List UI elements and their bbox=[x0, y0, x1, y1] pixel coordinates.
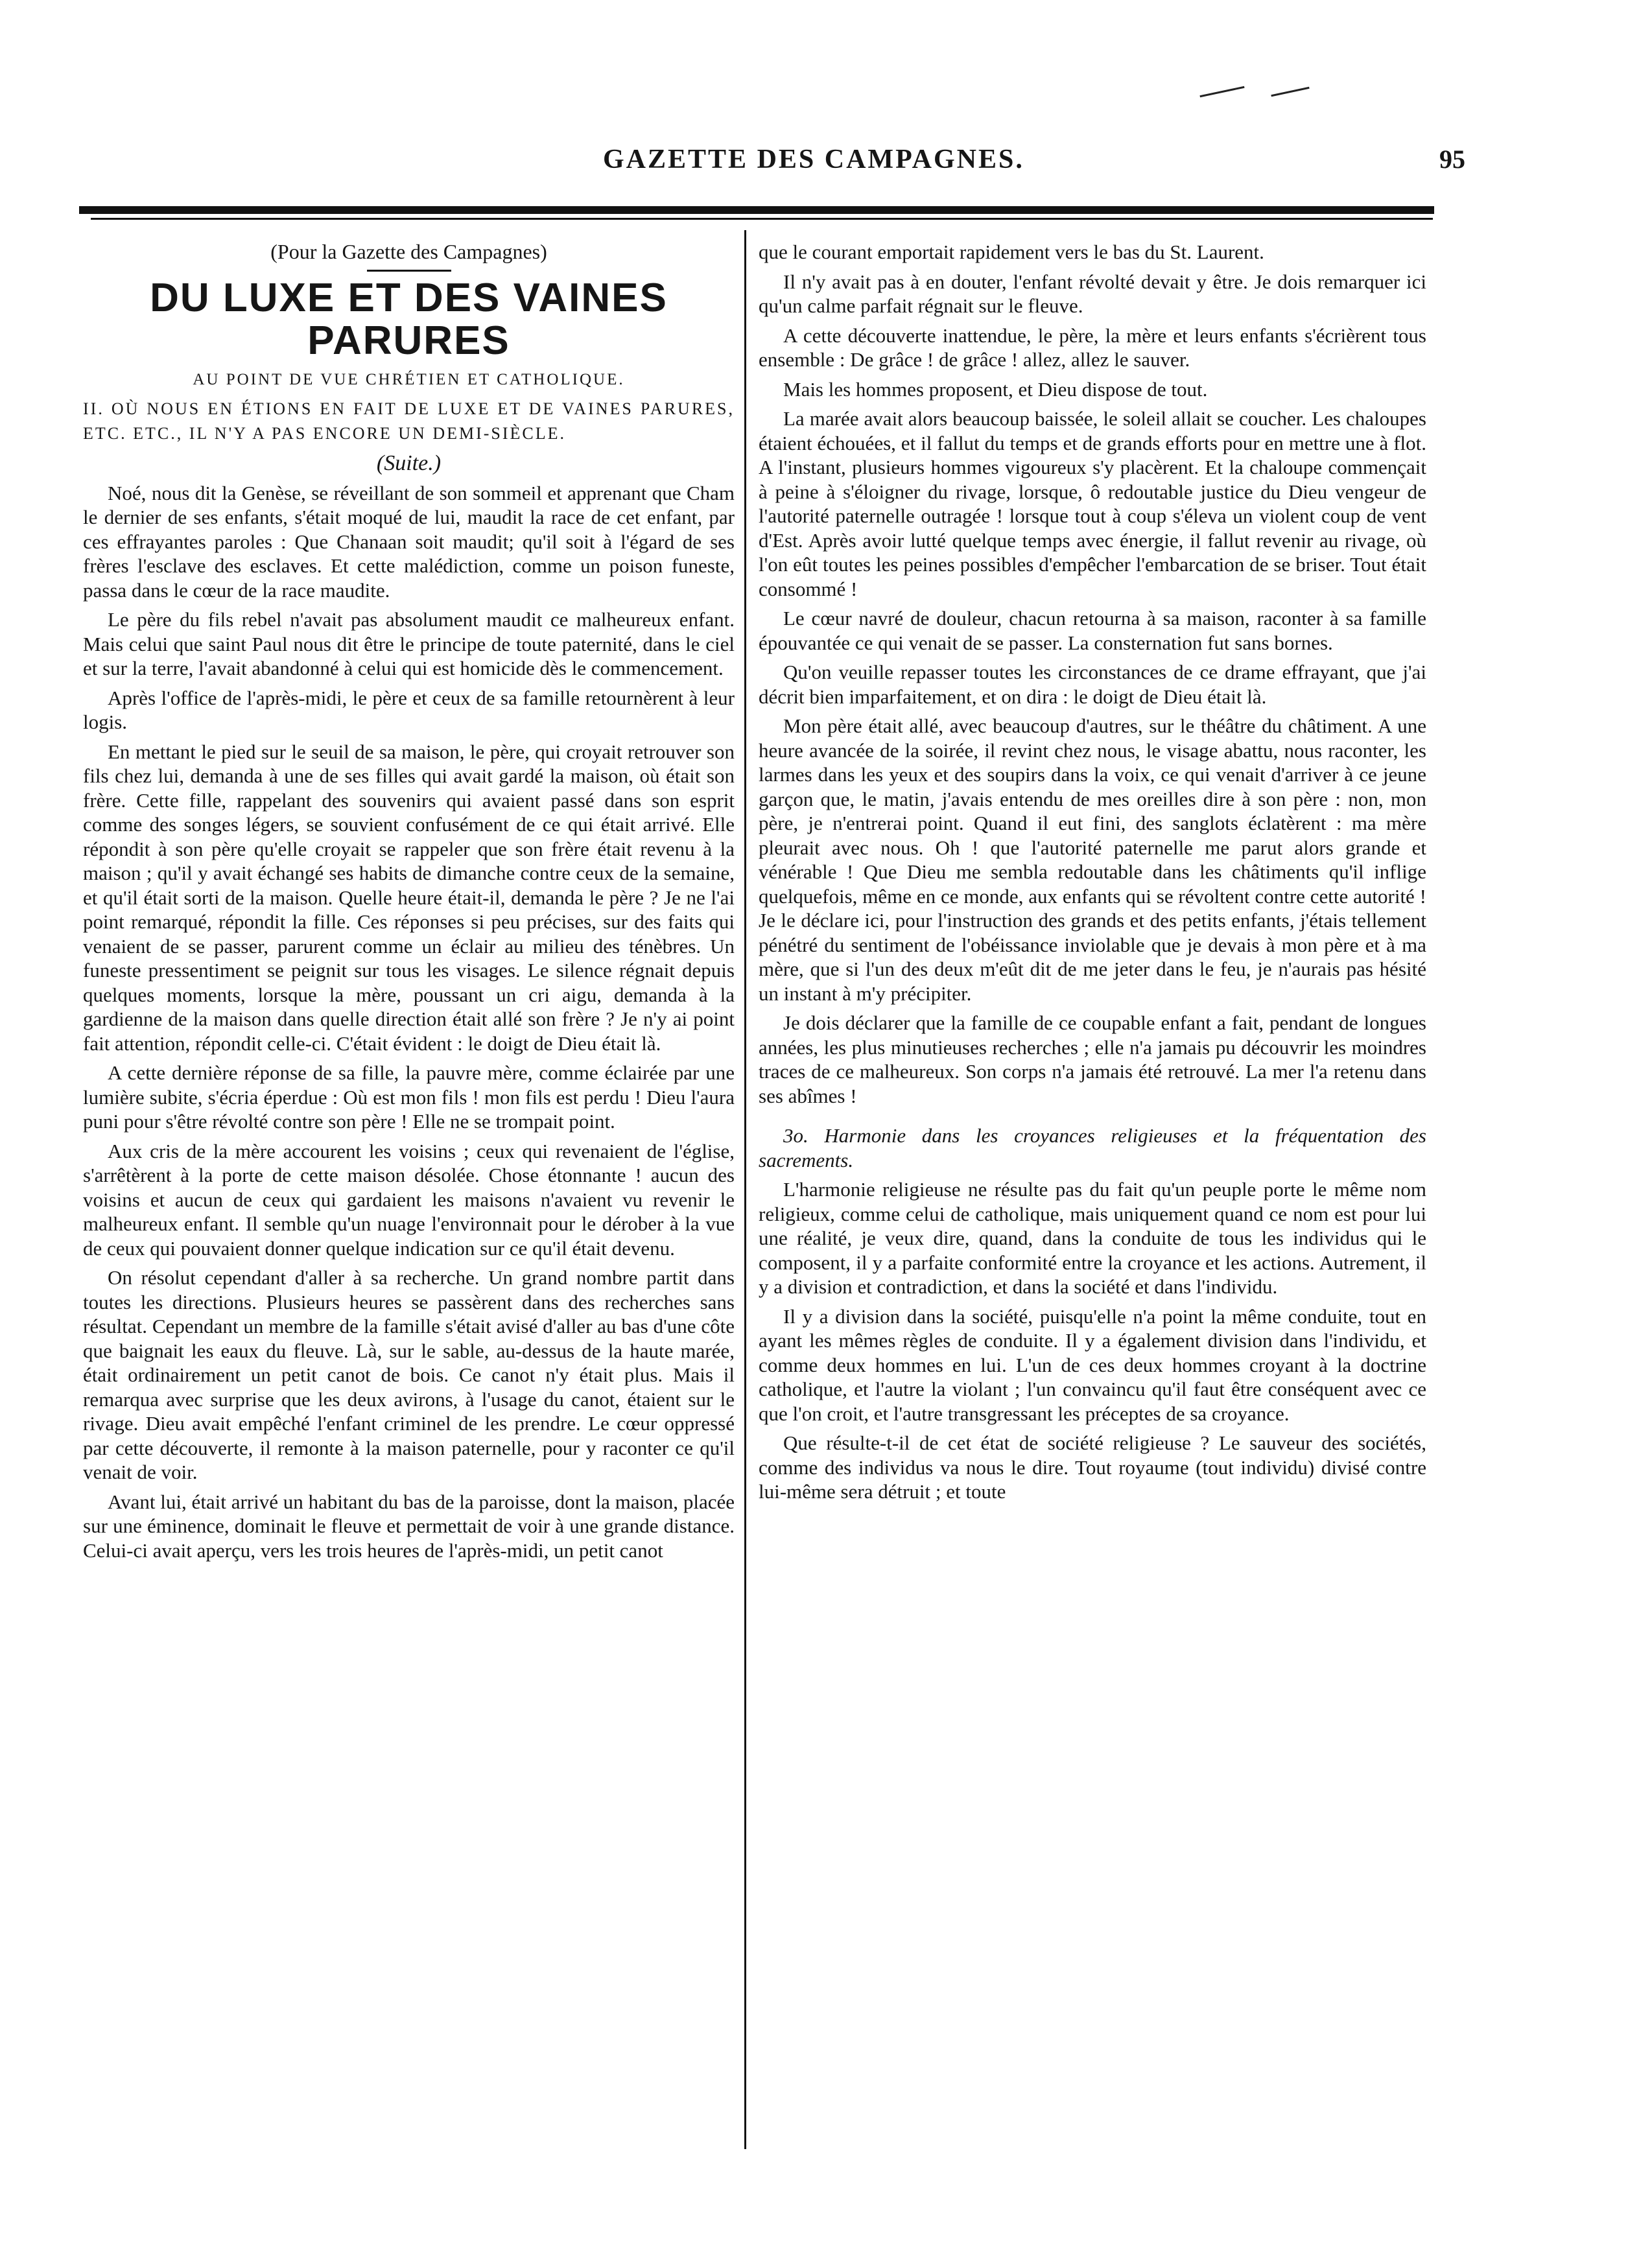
paragraph: En mettant le pied sur le seuil de sa maison, le père, qui croyait retrouver son fils chez lui, demanda à une de ses filles qui avait gardé la maison, où était son frère. Cette fille, rappelant des souvenirs qui avaient passé dans son esprit comme des songes légers, se souvient confusément de ce qui était arrivé. Elle répondit à son père qu'elle croyait se rappeler que son frère était revenu à la maison ; qu'il y avait échangé ses habits de dimanche contre ceux de la semaine, et qu'il était sorti de la maison. Quelle heure était-il, demanda le père ? Je ne l'ai point remarqué, répondit la fille. Ces réponses si peu précises, sur des faits qui venaient de se passer, parurent comme un éclair au milieu des ténèbres. Un funeste pressentiment se peignit sur tous les visages. Le silence régnait depuis quelques moments, lorsque la mère, poussant un cri aigu, demanda à la gardienne de la maison dans quelle direction était allé son frère ? Je n'y ai point fait attention, répondit celle-ci. C'était évident : le doigt de Dieu était là. bbox=[83, 740, 735, 1055]
paragraph: Le père du fils rebel n'avait pas absolument maudit ce malheureux enfant. Mais celui que saint Paul nous dit être le principe de toute paternité, dans le ciel et sur la terre, l'avait abandonné à celui qui est homicide dès le commencement. bbox=[83, 608, 735, 679]
paragraph: Mon père était allé, avec beaucoup d'autres, sur le théâtre du châtiment. A une heure avancée de la soirée, il revint chez nous, le visage abattu, nous raconter, les larmes dans les yeux et des soupirs dans la voix, ce qui venait d'arriver à ce jeune garçon que, le matin, j'avais entendu de mes oreilles dire à son père : non, mon père, je n'entrerai point. Quand il eut fini, des sanglots éclatèrent : ma mère pleurait avec nous. Oh ! que l'autorité paternelle me parut alors grande et vénérable ! Que Dieu me sembla redoutable dans les châtiments qu'il inflige quelquefois, même en ce monde, aux enfants qui se révoltent contre cette autorité ! Je le déclare ici, pour l'instruction des grands et des petits enfants, j'étais tellement pénétré du sentiment de l'obéissance inviolable que je devais à mon père et à ma mère, que si l'un des deux m'eût dit de me jeter dans le feu, je n'aurais pas hésité un instant à m'y précipiter. bbox=[759, 714, 1426, 1005]
paragraph: Que résulte-t-il de cet état de société religieuse ? Le sauveur des sociétés, comme des individus va nous le dire. Tout royaume (tout individu) divisé contre lui-même sera détruit ; et toute bbox=[759, 1431, 1426, 1503]
paragraph: Aux cris de la mère accourent les voisins ; ceux qui revenaient de l'église, s'arrêtèrent à la porte de cette maison désolée. Chose étonnante ! aucun des voisins et aucun de ceux qui gardaient les maisons n'avaient vu revenir le malheureux enfant. Il semble qu'un nuage l'environnait pour le dérober à la vue de ceux qui pouvaient donner quelque indication sur ce qu'il était devenu. bbox=[83, 1139, 735, 1260]
paragraph: Je dois déclarer que la famille de ce coupable enfant a fait, pendant de longues années, les plus minutieuses recherches ; elle n'a jamais pu découvrir les moindres traces de ce malheureux. Son corps n'a jamais été retrouvé. La mer l'a retenu dans ses abîmes ! bbox=[759, 1011, 1426, 1107]
title-rule bbox=[367, 270, 451, 272]
paragraph: Il y a division dans la société, puisqu'elle n'a point la même conduite, tout en ayant les mêmes règles de conduite. Il y a également division dans l'individu, et comme deux hommes en lui. L'un de ces deux hommes croyant à la doctrine catholique, et l'autre la violant ; l'un convaincu qu'il faut être conséquent avec ce que l'on croit, et l'autre transgressant les préceptes de sa croyance. bbox=[759, 1304, 1426, 1425]
paragraph: Mais les hommes proposent, et Dieu dispose de tout. bbox=[783, 377, 1208, 401]
article-title: DU LUXE ET DES VAINES PARURES bbox=[150, 275, 668, 363]
paragraph: A cette découverte inattendue, le père, la mère et leurs enfants s'écrièrent tous ensemble : De grâce ! de grâce ! allez, allez le sauver. bbox=[759, 324, 1426, 371]
newspaper-title: GAZETTE DES CAMPAGNES. bbox=[603, 145, 1024, 174]
paragraph: La marée avait alors beaucoup baissée, le soleil allait se coucher. Les chaloupes étaient échouées, et il fallut du temps et de grands efforts pour en mettre une à flot. A l'instant, plusieurs hommes vigoureux s'y placèrent. Et la chaloupe commençait à peine à s'éloigner du rivage, lorsque, ô redoutable justice du Dieu vengeur de l'autorité paternelle outragée ! lorsque tout à coup s'éleva un violent coup de vent d'Est. Après avoir lutté quelque temps avec énergie, il fallut revenir au rivage, où l'on eût toutes les peines possibles d'empêcher l'embarcation de se briser. Tout était consommé ! bbox=[759, 407, 1426, 600]
paragraph: A cette dernière réponse de sa fille, la pauvre mère, comme éclairée par une lumière subite, s'écria éperdue : Où est mon fils ! mon fils est perdu ! Dieu l'aura puni pour s'être révolté contre son père ! Elle ne se trompait point. bbox=[83, 1061, 735, 1133]
ink-mark bbox=[1199, 86, 1244, 97]
page-number: 95 bbox=[1439, 145, 1465, 174]
left-column bbox=[83, 240, 735, 1568]
subsection-heading: 3o. Harmonie dans les croyances religieuses et la fréquentation des sacrements. bbox=[759, 1124, 1426, 1171]
section-heading: II. OÙ NOUS EN ÉTIONS EN FAIT DE LUXE ET DE VAINES PARURES, ETC. ETC., IL N'Y A PAS ENCORE UN DEMI-SIÈCLE. bbox=[83, 399, 735, 443]
ink-mark bbox=[1271, 87, 1309, 97]
continuation-note: (Suite.) bbox=[376, 451, 442, 475]
right-column bbox=[759, 240, 1426, 1509]
paragraph: Noé, nous dit la Genèse, se réveillant de son sommeil et apprenant que Cham le dernier de ses enfants, s'était moqué de lui, maudit la race de cet enfant, par ces effrayantes paroles : Que Chanaan soit maudit; qu'il soit à l'égard de ses frères l'esclave des esclaves. Et cette malédiction, comme un poison funeste, passa dans le cœur de la race maudite. bbox=[83, 481, 735, 602]
paragraph: On résolut cependant d'aller à sa recherche. Un grand nombre partit dans toutes les directions. Plusieurs heures se passèrent dans des recherches sans résultat. Cependant un membre de la famille s'était avisé d'aller au bas d'une côte que baignait les eaux du fleuve. Là, sur le sable, au-dessus de la haute marée, était ordinairement un petit canot de bois. Ce canot n'y était plus. Mais il remarqua avec surprise que les deux avirons, à l'usage du canot, étaient sur le rivage. Dieu avait empêché l'enfant criminel de les prendre. Le cœur oppressé par cette découverte, il remonte à la maison paternelle, pour y raconter ce qu'il venait de voir. bbox=[83, 1266, 735, 1483]
column-divider bbox=[744, 230, 746, 2149]
header-rule bbox=[79, 206, 1434, 214]
article-subtitle: AU POINT DE VUE CHRÉTIEN ET CATHOLIQUE. bbox=[193, 370, 625, 388]
header-rule-thin bbox=[91, 218, 1433, 220]
paragraph: Avant lui, était arrivé un habitant du bas de la paroisse, dont la maison, placée sur une éminence, dominait le fleuve et permettait de voir à une grande distance. Celui-ci avait aperçu, vers les trois heures de l'après-midi, un petit canot bbox=[83, 1490, 735, 1562]
paragraph: Qu'on veuille repasser toutes les circonstances de ce drame effrayant, que j'ai décrit bien imparfaitement, et on dira : le doigt de Dieu était là. bbox=[759, 661, 1426, 708]
paragraph: Le cœur navré de douleur, chacun retourna à sa maison, raconter à sa famille épouvantée ce qui venait de se passer. La consternation fut sans bornes. bbox=[759, 607, 1426, 654]
paragraph: Il n'y avait pas à en douter, l'enfant révolté devait y être. Je dois remarquer ici qu'un calme parfait régnait sur le fleuve. bbox=[759, 270, 1426, 317]
page-header bbox=[78, 144, 1465, 189]
article-attribution: (Pour la Gazette des Campagnes) bbox=[270, 240, 547, 263]
paragraph: que le courant emportait rapidement vers le bas du St. Laurent. bbox=[759, 241, 1264, 263]
paragraph: Après l'office de l'après-midi, le père et ceux de sa famille retournèrent à leur logis. bbox=[83, 686, 735, 733]
paragraph: L'harmonie religieuse ne résulte pas du fait qu'un peuple porte le même nom religieux, comme celui de catholique, mais uniquement quand ce nom est pour lui une réalité, je veux dire, quand, dans la conduite de tous les individus qui le composent, il y a parfaite conformité entre la croyance et les actions. Autrement, il y a division et contradiction, et dans la société et dans l'individu. bbox=[759, 1178, 1426, 1298]
